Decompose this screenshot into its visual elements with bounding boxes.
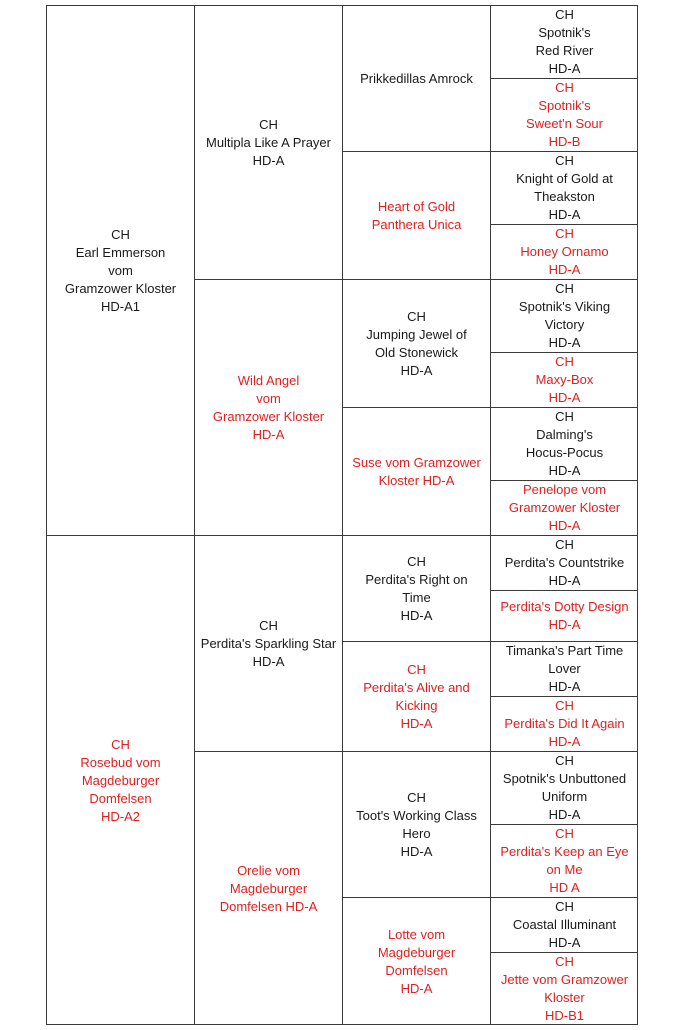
- pedigree-cell-gen4-15: [490, 897, 638, 952]
- dog-name: CH Perdita's Alive and Kicking HD-A: [363, 661, 470, 731]
- dog-name: CH Perdita's Did It Again HD-A: [504, 698, 625, 749]
- pedigree-cell-gen1-1: [46, 5, 194, 535]
- dog-name: CH Toot's Working Class Hero HD-A: [356, 789, 477, 859]
- pedigree-cell-gen1-2: [46, 535, 194, 1025]
- pedigree-cell-gen3-5: [342, 535, 490, 641]
- dog-name: CH Dalming's Hocus-Pocus HD-A: [525, 409, 604, 478]
- pedigree-cell-gen4-2: [490, 78, 638, 151]
- dog-name: CH Perdita's Countstrike HD-A: [504, 537, 625, 588]
- pedigree-cell-gen3-2: [342, 151, 490, 279]
- dog-name: Perdita's Dotty Design HD-A: [500, 599, 629, 632]
- pedigree-cell-gen4-14: [490, 824, 638, 897]
- pedigree-cell-gen2-2: [194, 279, 342, 535]
- pedigree-cell-gen4-1: [490, 5, 638, 78]
- pedigree-cell-gen4-8: [490, 480, 638, 535]
- dog-name: CH Honey Ornamo HD-A: [520, 226, 609, 277]
- dog-name: Wild Angel vom Gramzower Kloster HD-A: [212, 372, 325, 442]
- dog-name: Prikkedillas Amrock: [360, 70, 473, 86]
- pedigree-cell-gen3-1: [342, 5, 490, 151]
- pedigree-cell-gen2-4: [194, 751, 342, 1025]
- dog-name: CH Knight of Gold at Theakston HD-A: [516, 153, 613, 222]
- dog-name: CH Spotnik's Red River HD-A: [535, 7, 594, 76]
- pedigree-cell-gen4-12: [490, 696, 638, 751]
- pedigree-cell-gen4-11: [490, 641, 638, 696]
- pedigree-cell-gen2-1: [194, 5, 342, 279]
- dog-name: Penelope vom Gramzower Kloster HD-A: [508, 482, 621, 533]
- pedigree-cell-gen4-9: [490, 535, 638, 590]
- pedigree-cell-gen4-4: [490, 224, 638, 279]
- dog-name: CH Perdita's Keep an Eye on Me HD A: [500, 826, 629, 895]
- dog-name: Heart of Gold Panthera Unica: [371, 198, 462, 232]
- dog-name: Orelie vom Magdeburger Domfelsen HD-A: [219, 862, 318, 914]
- dog-name: CH Spotnik's Sweet'n Sour HD-B: [526, 80, 603, 149]
- pedigree-cell-gen3-7: [342, 751, 490, 897]
- dog-name: CH Jumping Jewel of Old Stonewick HD-A: [366, 308, 467, 378]
- pedigree-cell-gen4-3: [490, 151, 638, 224]
- pedigree-cell-gen4-5: [490, 279, 638, 352]
- pedigree-cell-gen4-10: [490, 590, 638, 641]
- dog-name: CH Perdita's Right on Time HD-A: [365, 553, 468, 623]
- pedigree-cell-gen2-3: [194, 535, 342, 751]
- dog-name: CH Rosebud vom Magdeburger Domfelsen HD-A2: [80, 736, 161, 824]
- pedigree-cell-gen4-6: [490, 352, 638, 407]
- pedigree-cell-gen3-8: [342, 897, 490, 1025]
- pedigree-cell-gen4-16: [490, 952, 638, 1025]
- pedigree-cell-gen4-13: [490, 751, 638, 824]
- dog-name: CH Spotnik's Viking Victory HD-A: [518, 281, 611, 350]
- dog-name: CH Maxy-Box HD-A: [535, 354, 594, 405]
- dog-name: CH Jette vom Gramzower Kloster HD-B1: [500, 954, 629, 1023]
- dog-name: Timanka's Part Time Lover HD-A: [505, 643, 624, 694]
- pedigree-cell-gen4-7: [490, 407, 638, 480]
- pedigree-cell-gen3-4: [342, 407, 490, 535]
- dog-name: CH Perdita's Sparkling Star HD-A: [200, 617, 337, 669]
- pedigree-cell-gen3-6: [342, 641, 490, 751]
- dog-name: Lotte vom Magdeburger Domfelsen HD-A: [377, 926, 456, 996]
- dog-name: CH Earl Emmerson vom Gramzower Kloster HD-A1: [64, 226, 177, 314]
- dog-name: Suse vom Gramzower Kloster HD-A: [352, 454, 481, 488]
- dog-name: CH Multipla Like A Prayer HD-A: [205, 116, 331, 168]
- pedigree-cell-gen3-3: [342, 279, 490, 407]
- dog-name: CH Coastal Illuminant HD-A: [512, 899, 617, 950]
- dog-name: CH Spotnik's Unbuttoned Uniform HD-A: [502, 753, 627, 822]
